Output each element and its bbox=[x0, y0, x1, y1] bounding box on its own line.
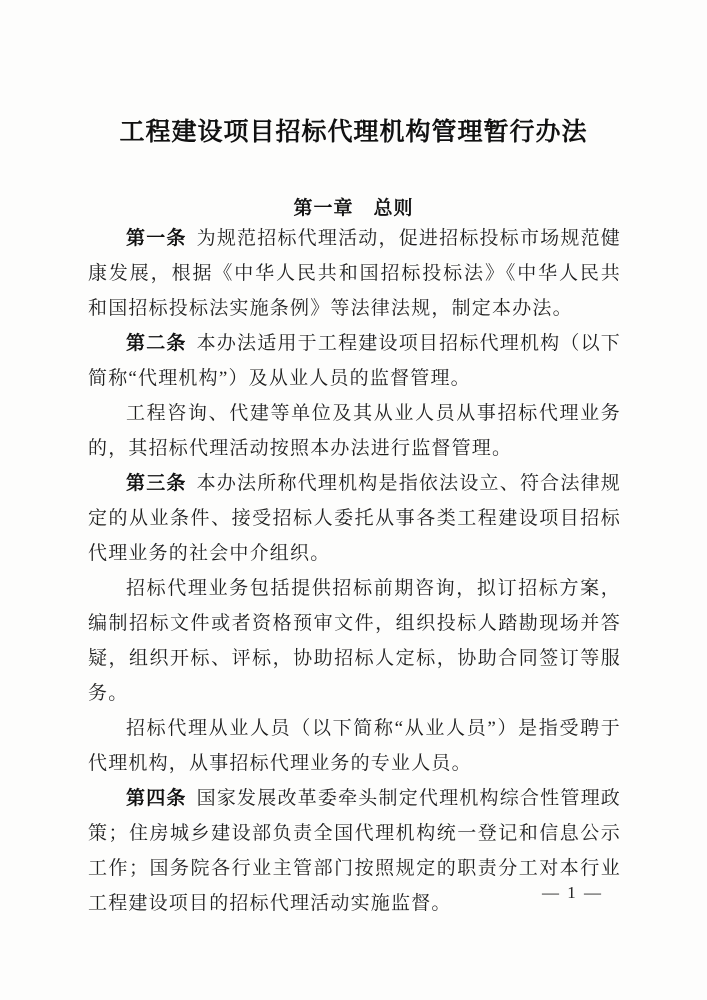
article-number: 第四条 bbox=[126, 788, 187, 809]
paragraph-article-3 bbox=[88, 466, 621, 571]
paragraph-article-3-services bbox=[88, 571, 621, 711]
paragraph-text: 招标代理从业人员（以下简称“从业人员”）是指受聘于代理机构，从事招标代理业务的专业人员。 bbox=[88, 718, 621, 774]
article-number: 第二条 bbox=[126, 333, 187, 354]
paragraph-article-2 bbox=[88, 326, 621, 396]
paragraph-text: 招标代理业务包括提供招标前期咨询，拟订招标方案，编制招标文件或者资格预审文件，组织投标人踏勘现场并答疑，组织开标、评标，协助招标人定标，协助合同签订等服务。 bbox=[88, 578, 621, 704]
article-number: 第三条 bbox=[126, 473, 187, 494]
chapter-heading: 第一章 总则 bbox=[293, 198, 414, 219]
paragraph-article-3-personnel bbox=[88, 711, 621, 781]
paragraph-text: 本办法适用于工程建设项目招标代理机构（以下简称“代理机构”）及从业人员的监督管理。 bbox=[88, 333, 621, 389]
paragraph-text: 工程咨询、代建等单位及其从业人员从事招标代理业务的，其招标代理活动按照本办法进行监督管理。 bbox=[88, 403, 621, 459]
paragraph-text: 国家发展改革委牵头制定代理机构综合性管理政策；住房城乡建设部负责全国代理机构统一登记和信息公示工作；国务院各行业主管部门按照规定的职责分工对本行业工程建设项目的招标代理活动实施监督。 bbox=[88, 788, 621, 914]
article-number: 第一条 bbox=[126, 228, 187, 249]
document-title: 工程建设项目招标代理机构管理暂行办法 bbox=[119, 118, 588, 146]
page-number: — 1 — bbox=[542, 883, 603, 902]
paragraph-text: 本办法所称代理机构是指依法设立、符合法律规定的从业条件、接受招标人委托从事各类工程建设项目招标代理业务的社会中介组织。 bbox=[88, 473, 621, 564]
paragraph-article-1 bbox=[88, 221, 621, 326]
paragraph-article-2-continued bbox=[88, 396, 621, 466]
document-body bbox=[88, 221, 621, 921]
paragraph-text: 为规范招标代理活动，促进招标投标市场规范健康发展，根据《中华人民共和国招标投标法》《中华人民共和国招标投标法实施条例》等法律法规，制定本办法。 bbox=[88, 228, 621, 319]
